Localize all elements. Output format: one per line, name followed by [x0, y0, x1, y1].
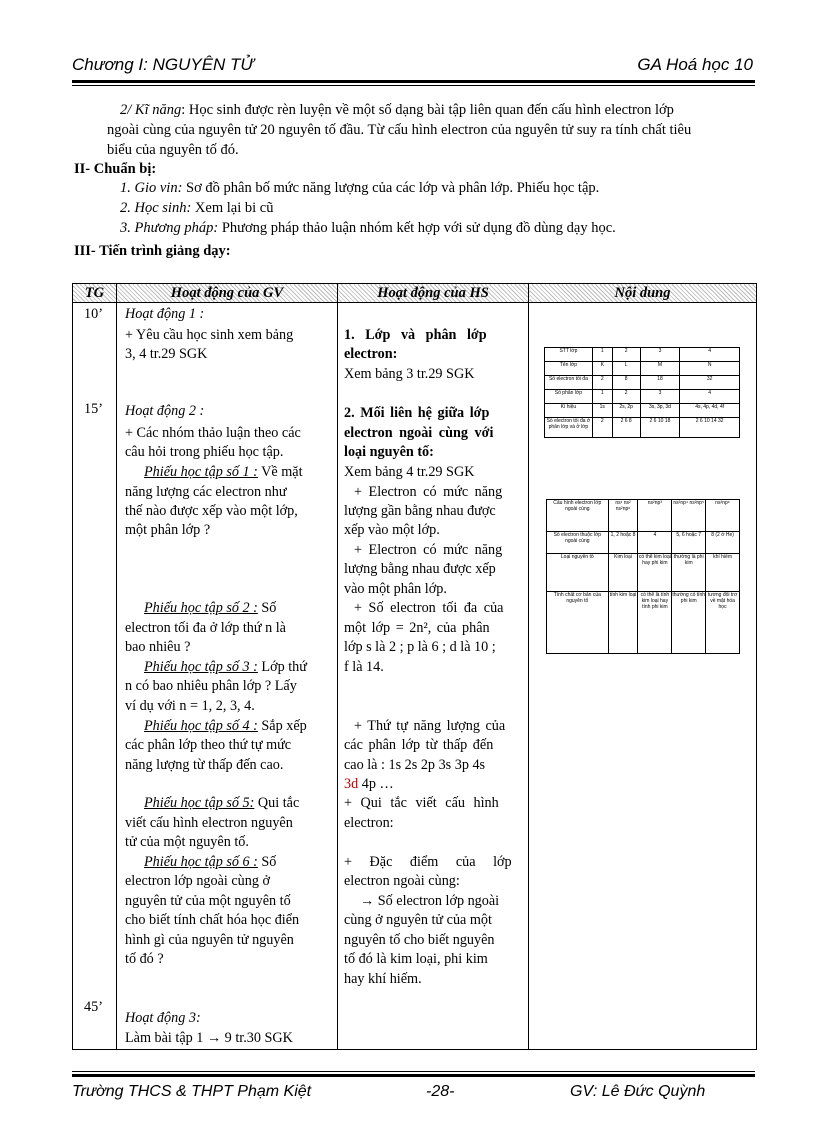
text-line: cho biết tính chất hóa học điển: [125, 912, 300, 928]
teacher-activity-column: [117, 303, 338, 1050]
footer-rule-thick: [72, 1074, 755, 1077]
cell: 2 6 10 18: [640, 418, 680, 438]
chapter-title: Chương I: NGUYÊN TỬ: [72, 55, 254, 74]
footer-rule-thin: [72, 1071, 755, 1072]
text-line: các phân lớp từ thấp đến: [344, 737, 494, 753]
heading-line: electron:: [344, 346, 398, 362]
cell: ns¹ ns² ns²np⁶: [608, 500, 638, 532]
skill-line-3: biểu của nguyên tố đó.: [107, 142, 239, 158]
cell: Kim loại: [608, 554, 638, 592]
layer-table: [544, 347, 740, 438]
cell: 8: [612, 376, 640, 390]
cell: có thể là tính kim loại hay tính phi kim: [638, 592, 672, 654]
cell: 1, 2 hoặc 8: [608, 532, 638, 554]
cell: 2: [612, 390, 640, 404]
cell: 2 6 8: [612, 418, 640, 438]
teacher-name: GV: Lê Đức Quỳnh: [570, 1083, 706, 1100]
cell: 1: [592, 348, 612, 362]
text-line: viết cấu hình electron nguyên: [125, 815, 293, 831]
text-line: cùng ở nguyên tử của một: [344, 912, 492, 928]
cell: 4: [638, 532, 672, 554]
text-line: năng lượng từ thấp đến cao.: [125, 757, 284, 773]
cell: Cấu hình electron lớp ngoài cùng: [547, 500, 609, 532]
content-column: [529, 303, 757, 1050]
cell: Số electron tối đa: [545, 376, 593, 390]
text-line: Làm bài tập 1 → 9 tr.30 SGK: [125, 1030, 293, 1046]
cell: Số phân lớp: [545, 390, 593, 404]
text-line: các phân lớp theo thứ tự mức: [125, 737, 292, 753]
cell: ns²np³: [638, 500, 672, 532]
heading-line: loại nguyên tố:: [344, 444, 434, 460]
worksheet-3: Phiếu học tập số 3 : Lớp thứ: [144, 659, 307, 675]
text-line: Xem bảng 3 tr.29 SGK: [344, 366, 475, 382]
text-line: f là 14.: [344, 659, 384, 675]
worksheet-6: Phiếu học tập số 6 : Số: [144, 854, 277, 870]
student-activity-column: [338, 303, 529, 1050]
col-header-hs: Hoạt động của HS: [338, 284, 529, 303]
activity-3-title: Hoạt động 3:: [125, 1010, 201, 1026]
activity-2-title: Hoạt động 2 :: [125, 403, 205, 419]
time-1: 10’: [84, 306, 103, 322]
text-line: lượng bằng nhau được xếp: [344, 561, 496, 577]
text-line: tử của một nguyên tố.: [125, 834, 249, 850]
text-line: vào một phân lớp.: [344, 581, 447, 597]
text-line: + Electron có mức năng: [354, 484, 503, 500]
cell: Số electron tối đa ở phân lớp và ở lớp: [545, 418, 593, 438]
cell: thường là phi kim: [672, 554, 706, 592]
cell: ns²np⁴ ns²np⁵: [672, 500, 706, 532]
text-line: electron lớp ngoài cùng ở: [125, 873, 271, 889]
cell: có thể kim loại hay phi kim: [638, 554, 672, 592]
page-number: -28-: [426, 1083, 455, 1100]
col-header-gv: Hoạt động của GV: [117, 284, 338, 303]
cell: 4s, 4p, 4d, 4f: [680, 404, 740, 418]
cell: 32: [680, 376, 740, 390]
text-line: 3, 4 tr.29 SGK: [125, 346, 208, 362]
text-line: thế nào được xếp vào một lớp,: [125, 503, 298, 519]
tg-column: [73, 303, 117, 1050]
prep-teacher: 1. Gio vin: Sơ đồ phân bố mức năng lượng của các lớp và phân lớp. Phiếu học tập.: [120, 180, 600, 196]
text-line: + Yêu cầu học sinh xem bảng: [125, 327, 294, 343]
text-line: nguyên tử của một nguyên tố: [125, 893, 291, 909]
cell: 4: [680, 390, 740, 404]
text-line: electron:: [344, 815, 394, 831]
text-line: + Thứ tự năng lượng của: [354, 718, 506, 734]
cell: N: [680, 362, 740, 376]
text-line: Xem bảng 4 tr.29 SGK: [344, 464, 475, 480]
cell: M: [640, 362, 680, 376]
cell: STT lớp: [545, 348, 593, 362]
page-header: [72, 55, 755, 77]
energy-order-line: 3d 4p …: [344, 776, 394, 792]
section-3-heading: III- Tiến trình giảng dạy:: [74, 243, 231, 259]
cell: 2 6 10 14 32: [680, 418, 740, 438]
worksheet-1: Phiếu học tập số 1 : Về mặt: [144, 464, 303, 480]
text-line: + Số electron tối đa của: [354, 600, 504, 616]
cell: 2: [592, 418, 612, 438]
text-line: lớp s là 2 ; p là 6 ; d là 10 ;: [344, 639, 496, 655]
cell: 2s, 2p: [612, 404, 640, 418]
cell: ns²np⁶: [706, 500, 740, 532]
header-rule-thick: [72, 80, 755, 83]
cell: khí hiếm: [706, 554, 740, 592]
text-line: n có bao nhiêu phân lớp ? Lấy: [125, 678, 297, 694]
outer-shell-table: [546, 499, 740, 654]
text-line: bao nhiêu ?: [125, 639, 191, 655]
header-rule-thin: [72, 85, 755, 86]
activity-1-title: Hoạt động 1 :: [125, 306, 205, 322]
cell: tính kim loại: [608, 592, 638, 654]
prep-student: 2. Học sinh: Xem lại bi cũ: [120, 200, 274, 216]
text-line: hình gì của nguyên tử nguyên: [125, 932, 294, 948]
text-line: → Số electron lớp ngoài: [360, 893, 500, 909]
text-line: + Các nhóm thảo luận theo các: [125, 425, 301, 441]
heading-line: electron ngoài cùng với: [344, 425, 494, 441]
lesson-table: [72, 283, 757, 1050]
cell: 8 (2 ở He): [706, 532, 740, 554]
cell: Số electron thuộc lớp ngoài cùng: [547, 532, 609, 554]
worksheet-4: Phiếu học tập số 4 : Sắp xếp: [144, 718, 307, 734]
text-line: + Qui tắc viết cấu hình: [344, 795, 499, 811]
document-title: GA Hoá học 10: [637, 55, 753, 74]
cell: K: [592, 362, 612, 376]
text-line: electron tối đa ở lớp thứ n là: [125, 620, 286, 636]
cell: 4: [680, 348, 740, 362]
section-2-heading: II- Chuẩn bị:: [74, 161, 157, 177]
cell: L: [612, 362, 640, 376]
text-line: năng lượng các electron như: [125, 484, 287, 500]
time-3: 45’: [84, 999, 103, 1015]
text-line: tố đó ?: [125, 951, 164, 967]
cell: tương đối trơ về mặt hóa học: [706, 592, 740, 654]
cell: 2: [612, 348, 640, 362]
cell: Tên lớp: [545, 362, 593, 376]
cell: 3: [640, 390, 680, 404]
skill-line-2: ngoài cùng của nguyên tử 20 nguyên tố đầu. Từ cấu hình electron của nguyên tử suy ra tính chất tiêu: [107, 122, 692, 138]
text-line: xếp vào một lớp.: [344, 522, 440, 538]
cell: Kí hiệu: [545, 404, 593, 418]
cell: 3s, 3p, 3d: [640, 404, 680, 418]
cell: 1: [592, 390, 612, 404]
cell: 5, 6 hoặc 7: [672, 532, 706, 554]
col-header-tg: TG: [73, 284, 117, 303]
skill-line-1: 2/ Kĩ năng: Học sinh được rèn luyện về một số dạng bài tập liên quan đến cấu hình electron lớp: [120, 102, 674, 118]
cell: thường có tính phi kim: [672, 592, 706, 654]
text-line: ví dụ với n = 1, 2, 3, 4.: [125, 698, 255, 714]
worksheet-5: Phiếu học tập số 5: Qui tắc: [144, 795, 300, 811]
heading-line: 2. Mối liên hệ giữa lớp: [344, 405, 490, 421]
heading-line: 1. Lớp và phân lớp: [344, 327, 487, 343]
text-line: một phân lớp ?: [125, 522, 211, 538]
text-line: câu hỏi trong phiếu học tập.: [125, 444, 284, 460]
text-line: tố đó là kim loại, phi kim: [344, 951, 488, 967]
text-line: electron ngoài cùng:: [344, 873, 460, 889]
cell: Tính chất cơ bản của nguyên tố: [547, 592, 609, 654]
text-line: lượng gần bằng nhau được: [344, 503, 496, 519]
time-2: 15’: [84, 401, 103, 417]
text-line: nguyên tố cho biết nguyên: [344, 932, 495, 948]
text-line: cao là : 1s 2s 2p 3s 3p 4s: [344, 757, 486, 773]
cell: 1s: [592, 404, 612, 418]
school-name: Trường THCS & THPT Phạm Kiệt: [72, 1083, 312, 1100]
col-header-content: Nội dung: [529, 284, 757, 303]
cell: Loại nguyên tố: [547, 554, 609, 592]
cell: 2: [592, 376, 612, 390]
prep-method: 3. Phương pháp: Phương pháp thảo luận nhóm kết hợp với sử dụng đồ dùng dạy học.: [120, 220, 616, 236]
cell: 18: [640, 376, 680, 390]
worksheet-2: Phiếu học tập số 2 : Số: [144, 600, 277, 616]
text-line: + Electron có mức năng: [354, 542, 503, 558]
text-line: một lớp = 2n², của phân: [344, 620, 490, 636]
cell: 3: [640, 348, 680, 362]
text-line: hay khí hiếm.: [344, 971, 422, 987]
text-line: + Đặc điểm của lớp: [344, 854, 512, 870]
